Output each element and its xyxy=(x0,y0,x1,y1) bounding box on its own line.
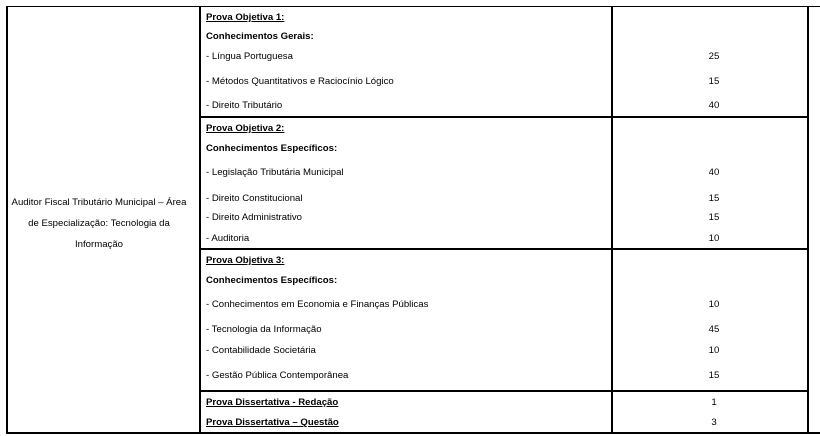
table-border-top xyxy=(6,6,820,7)
dissertativa-redacao-value: 1 xyxy=(711,397,717,408)
prova-1-title: Prova Objetiva 1: xyxy=(206,12,285,23)
prova-3-item-value: 45 xyxy=(708,324,720,335)
prova-2-item-value: 40 xyxy=(708,167,720,178)
prova-1-item-value: 15 xyxy=(708,76,720,87)
prova-3-item-value: 10 xyxy=(708,345,720,356)
cargo-title: Auditor Fiscal Tributário Municipal – Área de Especialização: Tecnologia da Informação xyxy=(11,197,187,250)
prova-3-title: Prova Objetiva 3: xyxy=(206,255,285,266)
column-divider-1 xyxy=(199,6,201,433)
row-divider-3 xyxy=(199,390,809,392)
prova-3-item-label: - Conhecimentos em Economia e Finanças Públicas xyxy=(206,299,429,310)
prova-2-item-label: - Auditoria xyxy=(206,233,250,244)
prova-1-item-value: 40 xyxy=(708,100,720,111)
prova-1-item-value: 25 xyxy=(708,51,720,62)
prova-1-item-label: - Língua Portuguesa xyxy=(206,51,293,62)
prova-3-subtitle: Conhecimentos Específicos: xyxy=(206,275,338,286)
dissertativa-questao-label: Prova Dissertativa – Questão xyxy=(206,417,339,428)
prova-3-item-value: 15 xyxy=(708,370,720,381)
row-divider-1 xyxy=(199,116,809,118)
column-divider-2 xyxy=(611,6,613,433)
prova-2-item-label: - Legislação Tributária Municipal xyxy=(206,167,344,178)
prova-2-item-value: 15 xyxy=(708,212,720,223)
prova-2-subtitle: Conhecimentos Específicos: xyxy=(206,143,338,154)
prova-3-item-label: - Gestão Pública Contemporânea xyxy=(206,370,349,381)
prova-3-item-label: - Contabilidade Societária xyxy=(206,345,316,356)
prova-2-item-value: 10 xyxy=(708,233,720,244)
prova-1-subtitle: Conhecimentos Gerais: xyxy=(206,31,314,42)
prova-2-item-label: - Direito Constitucional xyxy=(206,193,303,204)
row-divider-2 xyxy=(199,248,809,250)
prova-1-item-label: - Direito Tributário xyxy=(206,100,283,111)
dissertativa-questao-value: 3 xyxy=(711,417,717,428)
prova-3-item-value: 10 xyxy=(708,299,720,310)
prova-1-item-label: - Métodos Quantitativos e Raciocínio Lógico xyxy=(206,76,394,87)
prova-3-item-label: - Tecnologia da Informação xyxy=(206,324,322,335)
dissertativa-redacao-label: Prova Dissertativa - Redação xyxy=(206,397,339,408)
table-border-bottom xyxy=(6,432,820,434)
prova-2-title: Prova Objetiva 2: xyxy=(206,123,285,134)
prova-2-item-value: 15 xyxy=(708,193,720,204)
column-divider-3 xyxy=(807,6,809,433)
prova-2-item-label: - Direito Administrativo xyxy=(206,212,302,223)
